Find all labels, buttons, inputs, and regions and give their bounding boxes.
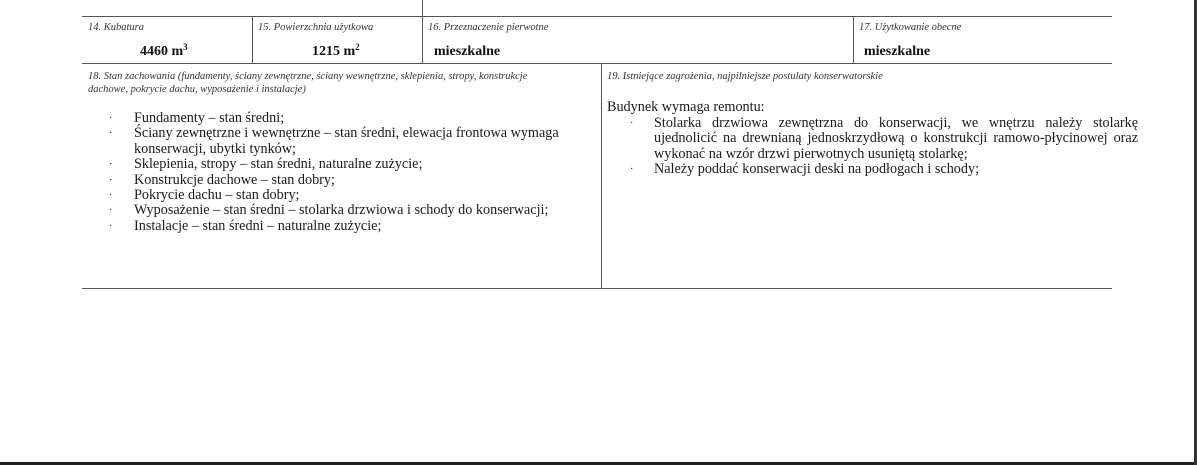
- powierzchnia-label: 15. Powierzchnia użytkowa: [258, 22, 374, 33]
- kubatura-label: 14. Kubatura: [88, 22, 145, 33]
- zagrozenia-label: 19. Istniejące zagrożenia, najpilniejsze postulaty konserwatorskie: [607, 71, 883, 82]
- kubatura-value: 4460 $m^3$: [140, 42, 188, 59]
- row1-divider-1: [252, 16, 253, 63]
- stan-label-line2: dachowe, pokrycie dachu, wyposażenie i instalacje): [88, 84, 306, 95]
- powierzchnia-value: 1215 $m^2$: [312, 42, 360, 59]
- stan-item-pokrycie: · Pokrycie dachu – stan dobry;: [109, 187, 300, 204]
- bullet-icon: ·: [630, 118, 634, 129]
- stan-item-fundamenty: · Fundamenty – stan średni;: [109, 110, 285, 126]
- stan-list: [109, 110, 590, 234]
- table-bottom-border: [82, 288, 1112, 289]
- top-stub-line: [422, 0, 423, 16]
- przeznaczenie-value: mieszkalne: [434, 44, 501, 59]
- bullet-icon: ·: [109, 113, 113, 124]
- bullet-icon: ·: [109, 128, 113, 140]
- bullet-icon: ·: [109, 159, 113, 171]
- stan-item-wyposazenie: · Wyposażenie – stan średni – stolarka drzwiowa i schody do konserwacji;: [109, 202, 549, 219]
- stan-item-sciany: · Ściany zewnętrzne i wewnętrzne – stan średni, elewacja frontowa wymaga konserwacji, ubytki tynków;: [109, 125, 559, 157]
- row1-top-border: [82, 16, 1112, 17]
- stan-item-konstrukcje: · Konstrukcje dachowe – stan dobry;: [109, 171, 335, 188]
- row1-divider-3: [853, 16, 854, 63]
- zagrozenia-list: [630, 116, 1138, 178]
- stan-item-sklepienia: · Sklepienia, stropy – stan średni, naturalne zużycie;: [109, 156, 423, 173]
- bullet-icon: ·: [109, 190, 113, 202]
- bullet-icon: ·: [109, 220, 113, 232]
- row2-divider: [601, 63, 602, 288]
- row1-divider-2: [422, 16, 423, 63]
- zagrozenia-item-stolarka: · Stolarka drzwiowa zewnętrzna do konserwacji, we wnętrzu należy stolarkę ujednolicić na drewnianą jednoskrzydłową o konstrukcji ramowo-płycinowej oraz wykonać na wzór drzwi pierwotnych usuniętą stolarkę;: [630, 115, 1138, 162]
- stan-item-instalacje: · Instalacje – stan średni – naturalne zużycie;: [109, 217, 382, 234]
- bullet-icon: ·: [109, 205, 113, 217]
- uzytkowanie-value: mieszkalne: [864, 44, 931, 59]
- zagrozenia-intro: Budynek wymaga remontu:: [607, 99, 765, 115]
- uzytkowanie-label: 17. Użytkowanie obecne: [859, 22, 962, 33]
- zagrozenia-item-deski: · Należy poddać konserwacji deski na podłogach i schody;: [630, 161, 980, 178]
- bullet-icon: ·: [109, 174, 113, 186]
- stan-label-line1: 18. Stan zachowania (fundamenty, ściany zewnętrzne, ściany wewnętrzne, sklepienia, stropy, konstrukcje: [88, 71, 528, 82]
- bullet-icon: ·: [630, 164, 634, 176]
- row2-top-border: [82, 63, 1112, 64]
- przeznaczenie-label: 16. Przeznaczenie pierwotne: [428, 22, 549, 33]
